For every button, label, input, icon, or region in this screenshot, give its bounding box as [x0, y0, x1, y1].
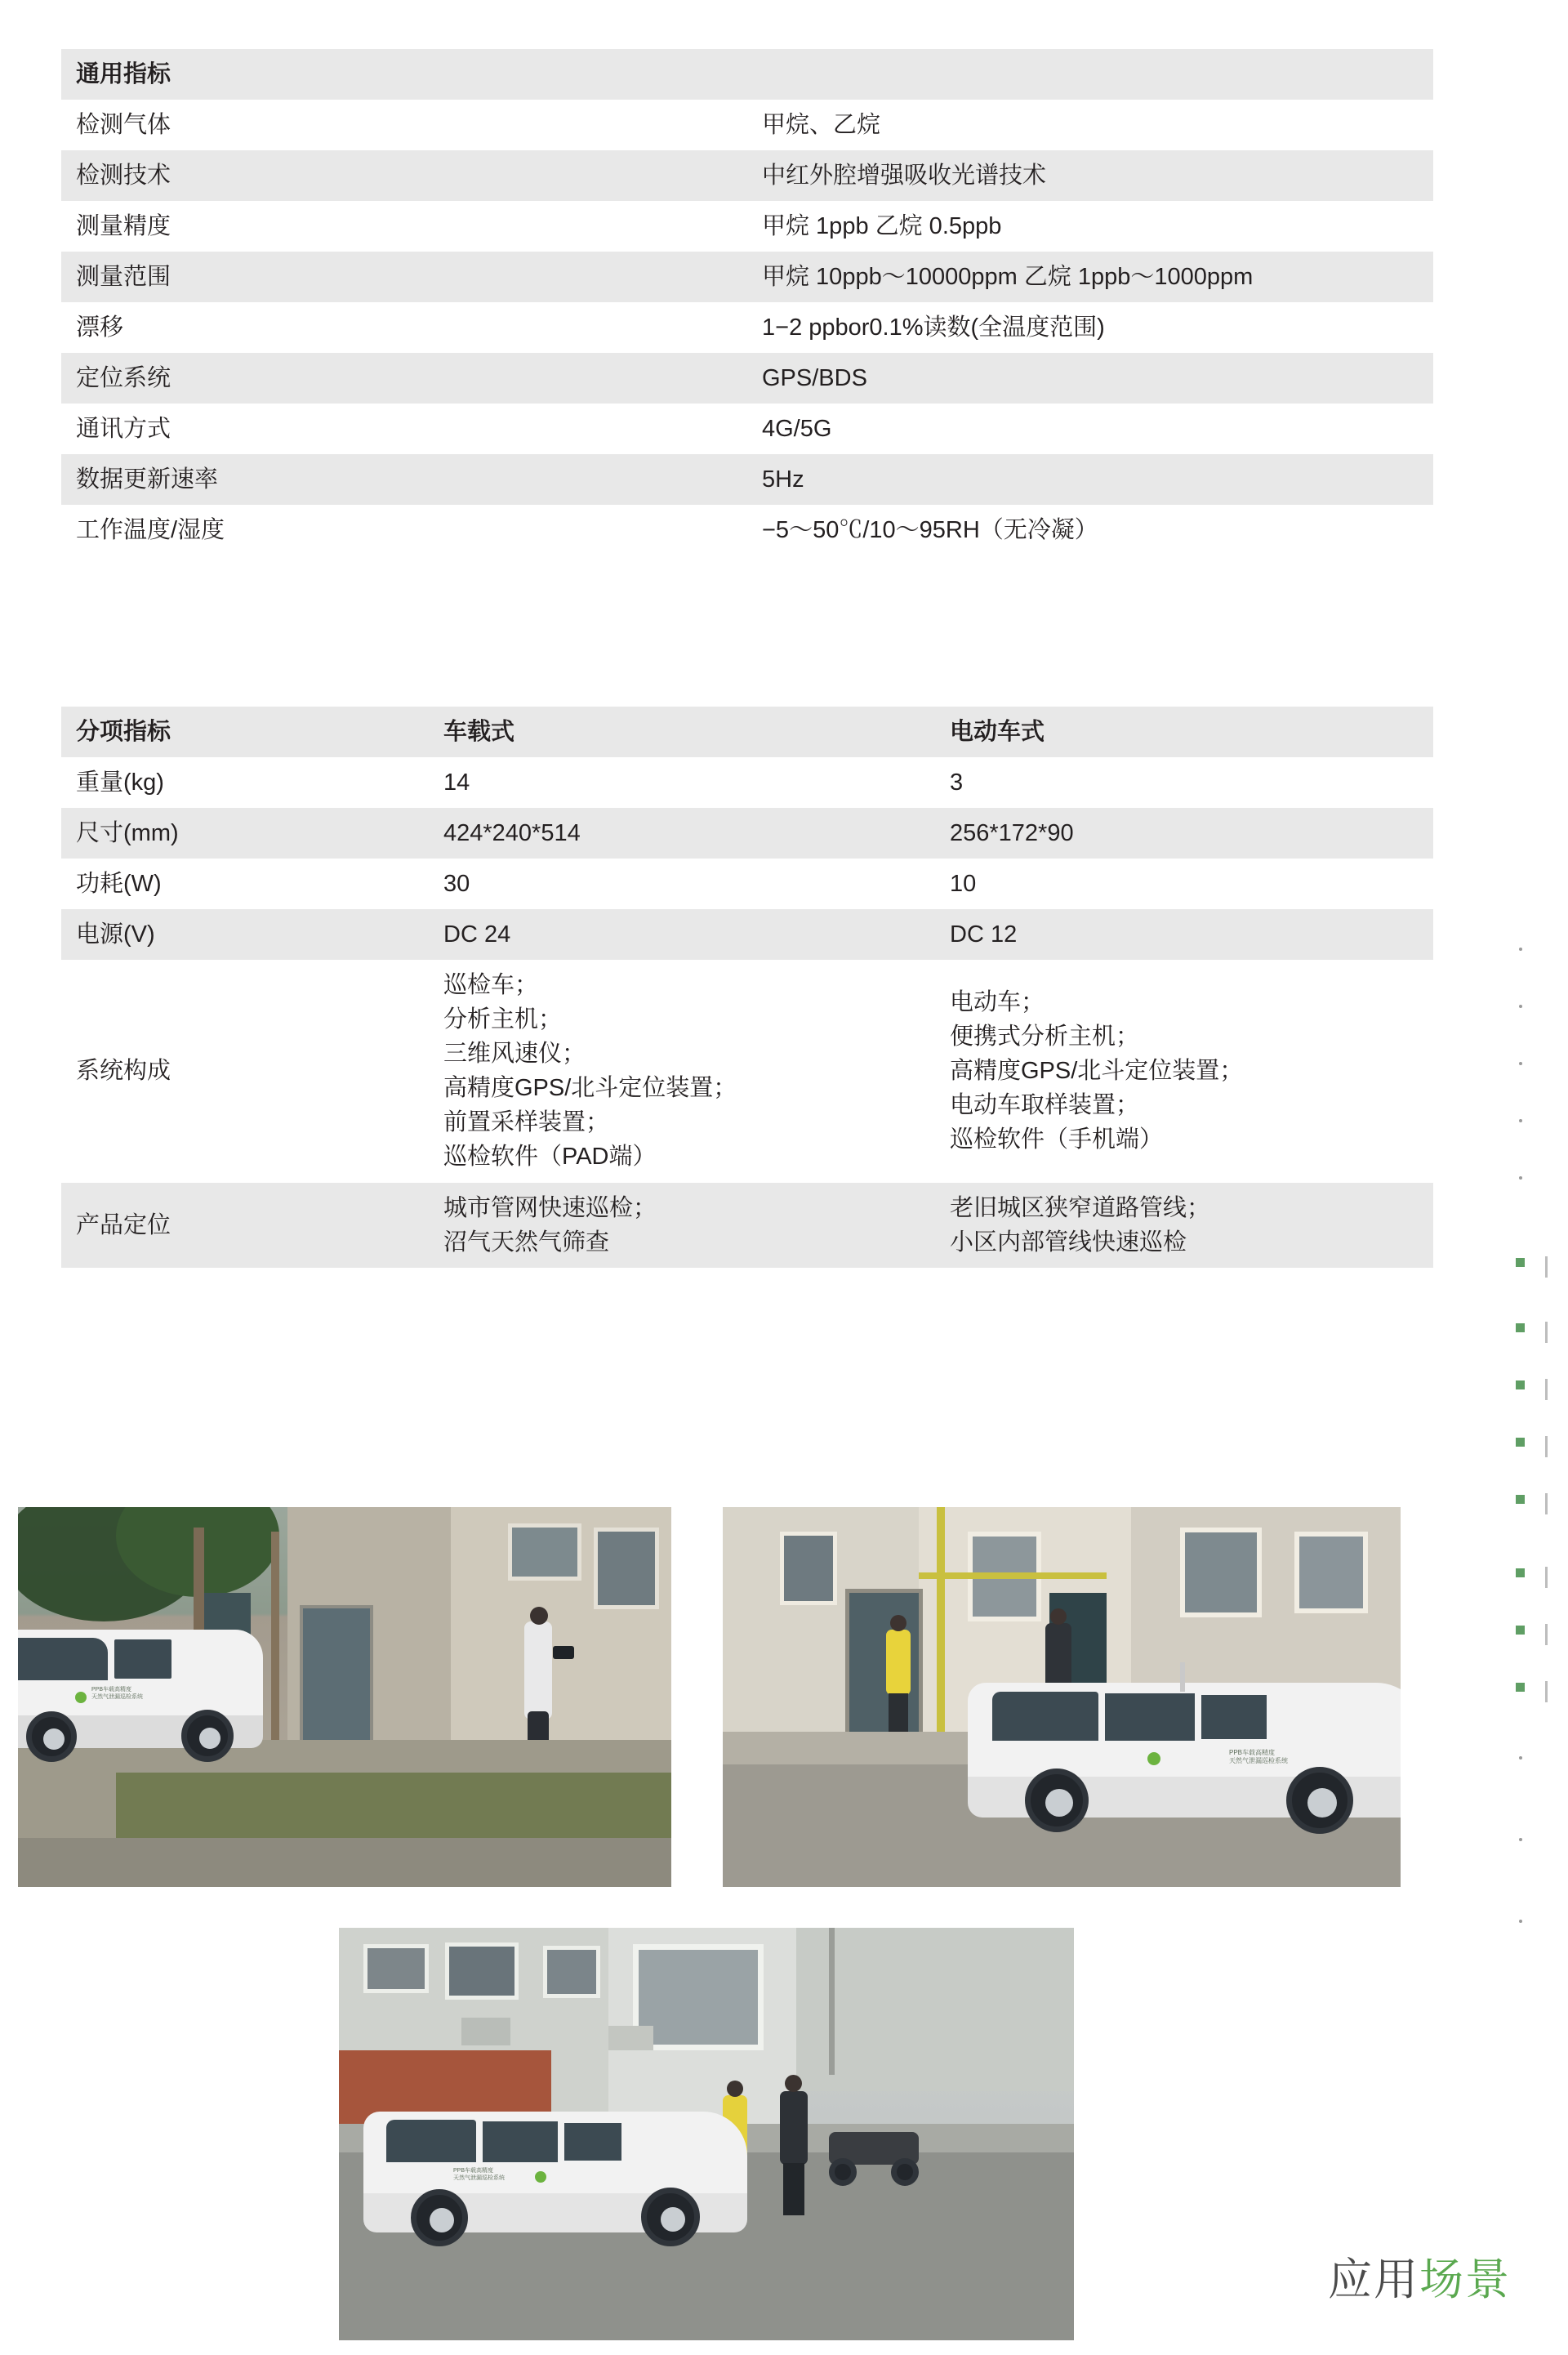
table-row — [61, 808, 1433, 859]
row-value: 甲烷 10ppb～10000ppm 乙烷 1ppb～1000ppm — [747, 252, 1433, 302]
vehicle-decal-line2: 天然气泄漏巡检系统 — [91, 1693, 143, 1700]
row-value-vehicle: DC 24 — [429, 909, 935, 960]
vehicle-decal — [1229, 1749, 1288, 1765]
vehicle-wheel — [1025, 1768, 1089, 1832]
table-row — [61, 252, 1433, 302]
row-value-ebike — [935, 960, 1433, 1182]
row-value-vehicle: 424*240*514 — [429, 808, 935, 859]
vehicle-decal — [453, 2168, 505, 2183]
window — [594, 1528, 659, 1609]
list-item: 前置采样装置； — [443, 1109, 610, 1136]
pavement — [18, 1838, 671, 1887]
vehicle-decal-line2: 天然气泄漏巡检系统 — [453, 2174, 505, 2181]
handheld-device — [553, 1646, 574, 1659]
row-label: 测量范围 — [61, 252, 747, 302]
vehicle-decal-line1: PPB车载高精度 — [453, 2168, 494, 2174]
table-row — [61, 150, 1433, 201]
list-item: 分析主机； — [443, 1006, 563, 1033]
table-row — [61, 757, 1433, 808]
vehicle-wheel — [411, 2189, 468, 2246]
gated-door — [845, 1589, 923, 1740]
person-head — [1050, 1608, 1067, 1625]
table-header-row — [61, 707, 1433, 757]
list-item: 巡检软件（手机端） — [950, 1126, 1164, 1153]
vehicle-wheel — [181, 1710, 234, 1762]
footer-title-part2: 场景 — [1419, 2255, 1511, 2304]
table-row — [61, 100, 1433, 150]
table-row — [61, 454, 1433, 505]
vehicle-window — [483, 2121, 558, 2162]
row-label: 重量(kg) — [61, 757, 429, 808]
footer-title-part1: 应用 — [1328, 2255, 1419, 2304]
list-item: 沼气天然气筛查 — [443, 1229, 610, 1256]
roof-sampling-mast — [1180, 1662, 1185, 1692]
vehicle-window — [18, 1638, 108, 1680]
table-row — [61, 859, 1433, 909]
row-value: 甲烷 1ppb 乙烷 0.5ppb — [747, 201, 1433, 252]
detail-spec-table — [61, 707, 1433, 1268]
window — [543, 1946, 600, 1998]
photo-vehicle-alley — [18, 1507, 671, 1887]
tree-trunk — [271, 1532, 279, 1768]
vehicle-decal-line2: 天然气泄漏巡检系统 — [1229, 1757, 1288, 1764]
row-value-ebike: 3 — [935, 757, 1433, 808]
row-label: 系统构成 — [61, 960, 429, 1182]
list-item: 巡检车； — [443, 972, 539, 999]
person-yellow-jacket — [886, 1630, 911, 1695]
list-item: 高精度GPS/北斗定位装置； — [443, 1075, 737, 1102]
vehicle-window — [386, 2120, 476, 2162]
window — [780, 1532, 837, 1605]
row-label: 测量精度 — [61, 201, 747, 252]
row-value-ebike: 10 — [935, 859, 1433, 909]
vehicle-window — [1201, 1695, 1267, 1739]
row-label: 检测技术 — [61, 150, 747, 201]
row-value: −5～50℃/10～95RH（无冷凝） — [747, 505, 1433, 555]
row-value: 4G/5G — [747, 404, 1433, 454]
vehicle-wheel — [26, 1711, 77, 1762]
vehicle-window — [1105, 1693, 1195, 1741]
detail-header-2: 电动车式 — [935, 707, 1433, 757]
company-logo-icon — [535, 2171, 546, 2183]
row-value: GPS/BDS — [747, 353, 1433, 404]
window — [445, 1942, 519, 2000]
row-value-ebike — [935, 1183, 1433, 1268]
vehicle-decal-line1: PPB车载高精度 — [91, 1687, 132, 1693]
person-head — [785, 2075, 802, 2092]
row-value-vehicle — [429, 960, 935, 1182]
row-label: 功耗(W) — [61, 859, 429, 909]
gas-pipe — [937, 1507, 945, 1752]
scooter-wheel — [829, 2158, 857, 2186]
row-label: 漂移 — [61, 302, 747, 353]
photo-vehicle-street — [723, 1507, 1401, 1887]
general-table-header: 通用指标 — [61, 49, 1433, 100]
detail-header-0: 分项指标 — [61, 707, 429, 757]
table-header-row — [61, 49, 1433, 100]
list-item: 城市管网快速巡检； — [443, 1194, 657, 1221]
table-row-system — [61, 960, 1433, 1182]
row-label: 检测气体 — [61, 100, 747, 150]
grass-patch — [116, 1773, 671, 1838]
street-pole — [829, 1928, 835, 2075]
row-label: 电源(V) — [61, 909, 429, 960]
vehicle-wheel — [641, 2188, 700, 2246]
table-row — [61, 302, 1433, 353]
air-conditioner-unit — [461, 2018, 510, 2045]
row-label: 产品定位 — [61, 1183, 429, 1268]
company-logo-icon — [75, 1692, 87, 1703]
person-head — [727, 2081, 743, 2097]
page-edge-marks — [1470, 939, 1568, 1960]
vehicle-wheel — [1286, 1767, 1353, 1834]
list-item: 电动车取样装置； — [950, 1092, 1140, 1119]
row-value: 5Hz — [747, 454, 1433, 505]
air-conditioner-unit — [608, 2026, 653, 2050]
row-value: 甲烷、乙烷 — [747, 100, 1433, 150]
general-spec-table — [61, 49, 1433, 555]
list-item: 高精度GPS/北斗定位装置； — [950, 1058, 1244, 1085]
row-value: 中红外腔增强吸收光谱技术 — [747, 150, 1433, 201]
vehicle-window — [114, 1639, 172, 1679]
building-wall — [796, 1928, 1074, 2091]
window — [363, 1944, 429, 1993]
scooter-wheel — [891, 2158, 919, 2186]
person-head — [890, 1615, 906, 1631]
table-row-positioning — [61, 1183, 1433, 1268]
table-row — [61, 909, 1433, 960]
list-item: 三维风速仪； — [443, 1041, 586, 1068]
person — [524, 1621, 552, 1719]
vehicle-window — [992, 1692, 1098, 1741]
window — [508, 1523, 581, 1581]
row-value-ebike: DC 12 — [935, 909, 1433, 960]
vehicle-decal-line1: PPB车载高精度 — [1229, 1749, 1276, 1756]
detail-header-1: 车载式 — [429, 707, 935, 757]
photo-vehicle-parking — [339, 1928, 1074, 2340]
row-label: 通讯方式 — [61, 404, 747, 454]
list-item: 便携式分析主机； — [950, 1024, 1140, 1050]
row-label: 工作温度/湿度 — [61, 505, 747, 555]
window — [1294, 1532, 1368, 1613]
gas-pipe — [919, 1572, 1107, 1579]
person-dark-jacket — [780, 2091, 808, 2165]
list-item: 老旧城区狭窄道路管线； — [950, 1194, 1211, 1221]
row-value-vehicle — [429, 1183, 935, 1268]
vehicle-window — [564, 2123, 621, 2161]
table-row — [61, 201, 1433, 252]
row-value-ebike: 256*172*90 — [935, 808, 1433, 859]
list-item: 电动车； — [950, 989, 1045, 1016]
table-row — [61, 353, 1433, 404]
window — [1180, 1528, 1262, 1617]
footer-section-title — [1328, 2245, 1511, 2308]
person-legs — [783, 2163, 804, 2215]
row-value: 1−2 ppbor0.1%读数(全温度范围) — [747, 302, 1433, 353]
company-logo-icon — [1147, 1752, 1160, 1765]
table-row — [61, 404, 1433, 454]
vehicle-decal — [91, 1687, 143, 1702]
list-item: 巡检软件（PAD端） — [443, 1144, 657, 1171]
table-row — [61, 505, 1433, 555]
person-head — [530, 1607, 548, 1625]
row-label: 定位系统 — [61, 353, 747, 404]
row-value-vehicle: 14 — [429, 757, 935, 808]
list-item: 小区内部管线快速巡检 — [950, 1229, 1187, 1256]
row-value-vehicle: 30 — [429, 859, 935, 909]
row-label: 尺寸(mm) — [61, 808, 429, 859]
row-label: 数据更新速率 — [61, 454, 747, 505]
